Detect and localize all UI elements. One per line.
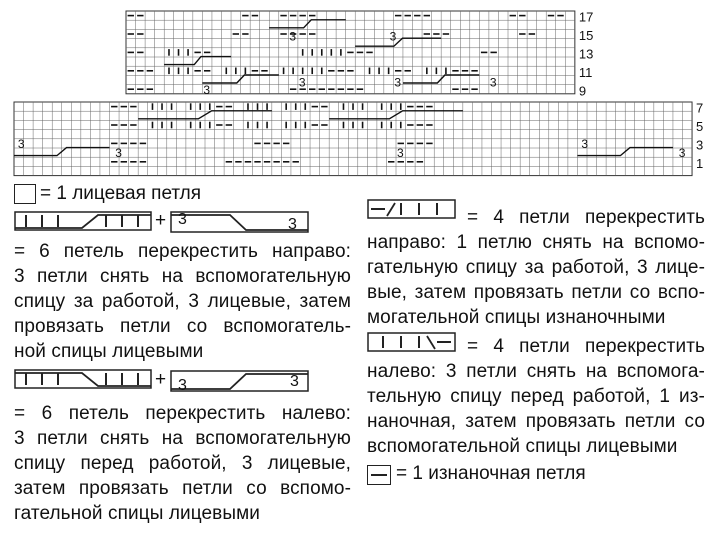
row-number: 17 [578, 9, 594, 25]
cross-count-label: 3 [178, 377, 187, 394]
text-line: гательную спицу за работой, 3 лице- [367, 257, 705, 278]
text-line: наночная, затем провязать петли со [367, 411, 705, 432]
cross-6-left-symbol-b [170, 369, 310, 393]
plus-sign: + [155, 369, 167, 390]
text-line: спицу за работой, 3 лицевые, затем [14, 291, 351, 312]
text-line: спицу перед работой, 3 лицевые, [14, 453, 351, 474]
cross-count-label: 3 [17, 137, 25, 151]
knit-stitch-label: = 1 лицевая петля [40, 183, 202, 204]
cross-count-label: 3 [581, 137, 589, 151]
text-line: затем провязать петли со вспомо- [14, 478, 351, 499]
cross-6-right-description [14, 239, 351, 364]
text-line: направо: 1 петлю снять на вспомо- [367, 232, 705, 253]
cross-count-label: 3 [178, 211, 187, 228]
text-line: = 6 петель перекрестить налево: [14, 403, 351, 424]
text-line: = 4 петли перекрестить [467, 207, 705, 228]
row-number: 15 [578, 28, 594, 44]
text-line: тельную спицу перед работой, 1 из- [367, 386, 705, 407]
cross-count-label: 3 [489, 75, 497, 90]
row-number: 9 [578, 83, 587, 99]
text-line: вые, затем провязать петли со вспо- [367, 282, 705, 303]
cross-count-label: 3 [389, 29, 397, 44]
text-line: ной спицы лицевыми [14, 341, 204, 362]
cross-6-left-symbol-a [14, 368, 152, 390]
text-line: 3 петли снять на вспомогательную [14, 266, 351, 287]
row-number: 3 [696, 137, 704, 153]
text-line: = 4 петли перекрестить [467, 336, 705, 357]
cross-count-label: 3 [288, 216, 297, 233]
cross-count-label: 3 [115, 146, 122, 161]
cross-count-label: 3 [298, 75, 306, 90]
row-number: 13 [578, 46, 594, 62]
purl-stitch-label: = 1 изнаночная петля [396, 463, 586, 484]
cross-6-right-symbol-a [14, 210, 152, 232]
cross-count-label: 3 [394, 75, 402, 90]
row-number: 1 [696, 155, 704, 171]
row-number: 7 [696, 100, 704, 116]
text-line: = 6 петель перекрестить направо: [14, 241, 351, 262]
row-number: 11 [578, 64, 593, 80]
text-line: провязать петли со вспомогатель- [14, 316, 351, 337]
cross-4-left-description [367, 334, 705, 459]
knitting-chart [0, 0, 720, 185]
cross-count-label: 3 [397, 146, 404, 161]
text-line: гательной спицы лицевыми [14, 503, 261, 524]
cross-count-label: 3 [678, 146, 686, 161]
cross-4-right-description [367, 205, 705, 330]
purl-stitch-symbol [367, 465, 391, 485]
knit-stitch-symbol [14, 184, 36, 204]
text-line: налево: 3 петли снять на вспомога- [367, 361, 705, 382]
plus-sign: + [155, 210, 167, 231]
text-line: вспомогательной спицы лицевыми [367, 436, 678, 457]
text-line: могательной спицы изнаночными [367, 307, 666, 328]
cross-count-label: 3 [203, 82, 211, 97]
text-line: 3 петли снять на вспомогательную [14, 428, 351, 449]
cross-count-label: 3 [290, 373, 299, 390]
cross-6-left-description [14, 401, 351, 526]
row-number: 5 [696, 119, 704, 135]
cross-count-label: 3 [289, 29, 297, 44]
